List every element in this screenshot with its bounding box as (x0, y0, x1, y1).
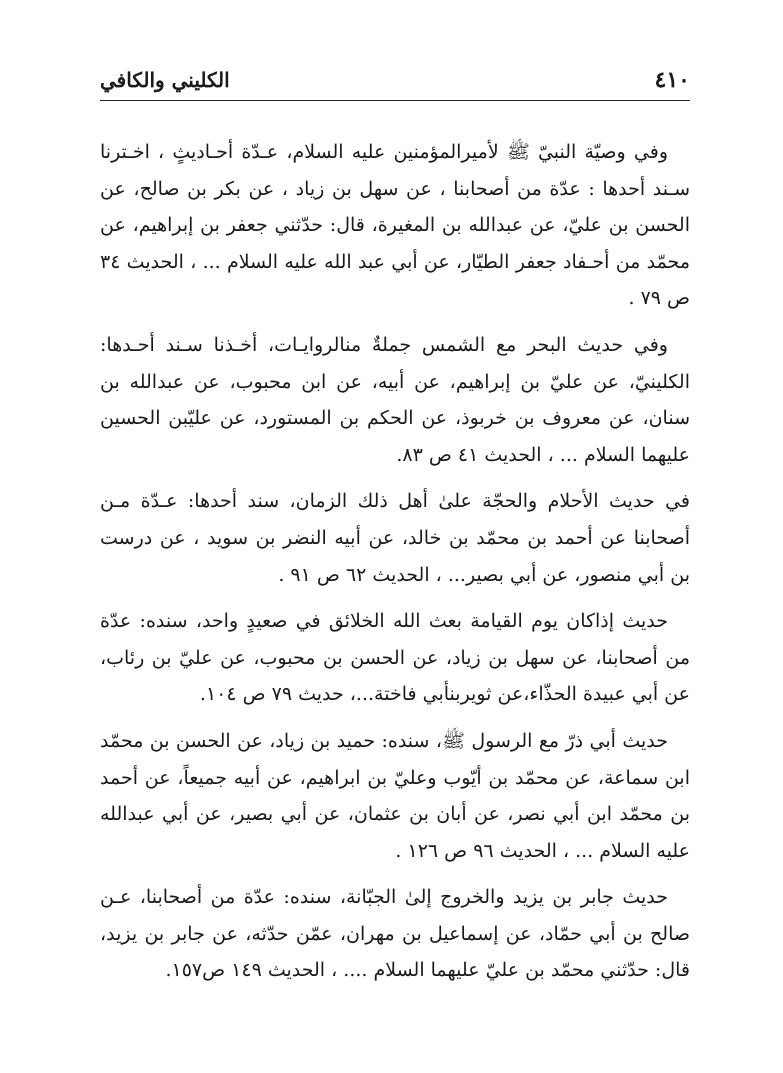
paragraph-abu-dharr: حديث أبي ذرّ مع الرسول ﷺ، سنده: حميد بن زياد، عن الحسن بن محمّد ابن سماعة، عن محمّد بن أيّوب وعليّ بن ابراهيم، عن أبيه جميعاً، عن أحمد بن محمّد ابن أبي نصر، عن أبان بن عثمان، عن أبي بصير، عن أبي عبدالله عليه السلام ... ، الحديث ٩٦ ص ١٢٦ . (100, 729, 690, 862)
page-number: ٤١٠ (654, 67, 690, 93)
paragraph-jabir-bin-yazid: حديث جابر بن يزيد والخروج إلىٰ الجبّانة، سنده: عدّة من أصحابنا، عـن صالح بن أبي حمّاد، عن إسماعيل بن مهران، عمّن حدّثه، عن جابر بن يزيد، قال: حدّثني محمّد بن عليّ عليهما السلام .... ، الحديث ١٤٩ ص١٥٧. (100, 886, 690, 982)
paragraph-will-of-prophet: وفي وصيّة النبيّ ﷺ لأميرالمؤمنين عليه السلام، عـدّة أحـاديثٍ ، اخـترنا سـند أحدها : عدّة من أصحابنا ، عن سهل بن زياد ، عن بكر بن صالح، عن الحسن بن عليّ، عن عبدالله بن المغيرة، قال: حدّثني جعفر بن إبراهيم، عن محمّد من أحـفاد جعفر الطيّار، عن أبي عبد الله عليه السلام ... ، الحديث ٣٤ ص ٧٩ . (100, 141, 690, 310)
paragraph-sea-and-sun: وفي حديث البحر مع الشمس جملةٌ منالروايـات، أخـذنا سـند أحـدها: الكلينيّ، عن عليّ بن إبراهيم، عن أبيه، عن ابن محبوب، عن عبدالله بن سنان، عن معروف بن خربوذ، عن الحكم بن المستورد، عن عليّبن الحسين عليهما السلام ... ، الحديث ٤١ ص ٨٣. (100, 333, 690, 466)
header-rule (100, 100, 690, 101)
paragraph-day-of-resurrection: حديث إذاكان يوم القيامة بعث الله الخلائق في صعيدٍ واحد، سنده: عدّة من أصحابنا، عن سهل بن زياد، عن الحسن بن محبوب، عن عليّ بن رئاب، عن أبي عبيدة الحذّاء،عن ثويربنأبي فاختة...، حديث ٧٩ ص ١٠٤. (100, 610, 690, 706)
paragraph-dreams-and-proof: في حديث الأحلام والحجّة علىٰ أهل ذلك الزمان، سند أحدها: عـدّة مـن أصحابنا عن أحمد بن محمّد بن خالد، عن أبيه النضر بن سويد ، عن درست بن أبي منصور، عن أبي بصير... ، الحديث ٦٢ ص ٩١ . (100, 490, 690, 586)
page-header (100, 64, 690, 100)
running-title: الكليني والكافي (100, 68, 230, 92)
page-body (100, 134, 690, 999)
